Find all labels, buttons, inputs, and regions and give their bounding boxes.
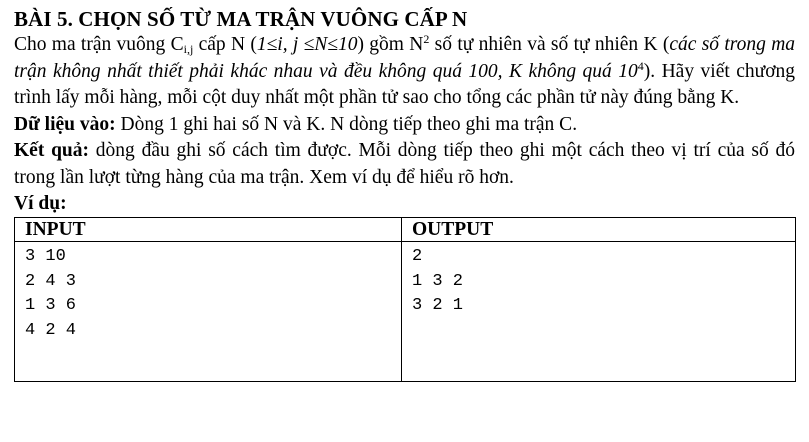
statement-part: ). Hãy viết chương trình lấy mỗi hàng, mỗi cột duy nhất một phần tử sao cho tổng các phần tử này đúng bằng K.: [14, 60, 796, 108]
statement-part: cấp N (: [193, 34, 257, 55]
output-line: 3 2 1: [412, 296, 464, 316]
output-line: 1 3 2: [412, 271, 464, 291]
input-line: 4 2 4: [25, 320, 77, 340]
superscript-2: 2: [423, 32, 430, 46]
output-cell: [402, 242, 796, 382]
input-description: [14, 112, 795, 139]
constraint-text: 1≤i, j ≤N≤10: [256, 34, 358, 55]
input-line: 2 4 3: [25, 271, 77, 291]
subscript-ij: i,j: [183, 42, 194, 56]
output-header: OUTPUT: [402, 218, 796, 242]
input-line: 1 3 6: [25, 296, 77, 316]
input-text: Dòng 1 ghi hai số N và K. N dòng tiếp theo ghi ma trận C.: [115, 113, 578, 135]
italic-note: các số trong ma trận không nhất thiết phải khác nhau và đều không quá 100, K không quá 10: [14, 34, 796, 82]
input-header: INPUT: [15, 218, 402, 242]
input-label: Dữ liệu vào:: [14, 113, 116, 135]
problem-title: BÀI 5. CHỌN SỐ TỪ MA TRẬN VUÔNG CẤP N: [14, 7, 468, 31]
problem-statement: [14, 32, 795, 112]
output-description: [14, 138, 795, 191]
statement-part: số tự nhiên và số tự nhiên K (: [429, 34, 670, 55]
input-cell: [15, 242, 402, 382]
output-text: dòng đầu ghi số cách tìm được. Mỗi dòng tiếp theo ghi một cách theo vị trí của số đó trong lần lượt từng hàng của ma trận. Xem ví dụ để hiểu rõ hơn.: [14, 140, 796, 188]
superscript-4: 4: [637, 58, 644, 73]
example-table: [14, 217, 796, 382]
statement-part: Cho ma trận vuông C: [14, 34, 184, 55]
example-label: Ví dụ:: [14, 193, 67, 214]
statement-part: ) gồm N: [357, 34, 424, 55]
output-label: Kết quả:: [14, 140, 90, 161]
input-line: 3 10: [25, 247, 66, 266]
output-line: 2: [412, 247, 423, 266]
